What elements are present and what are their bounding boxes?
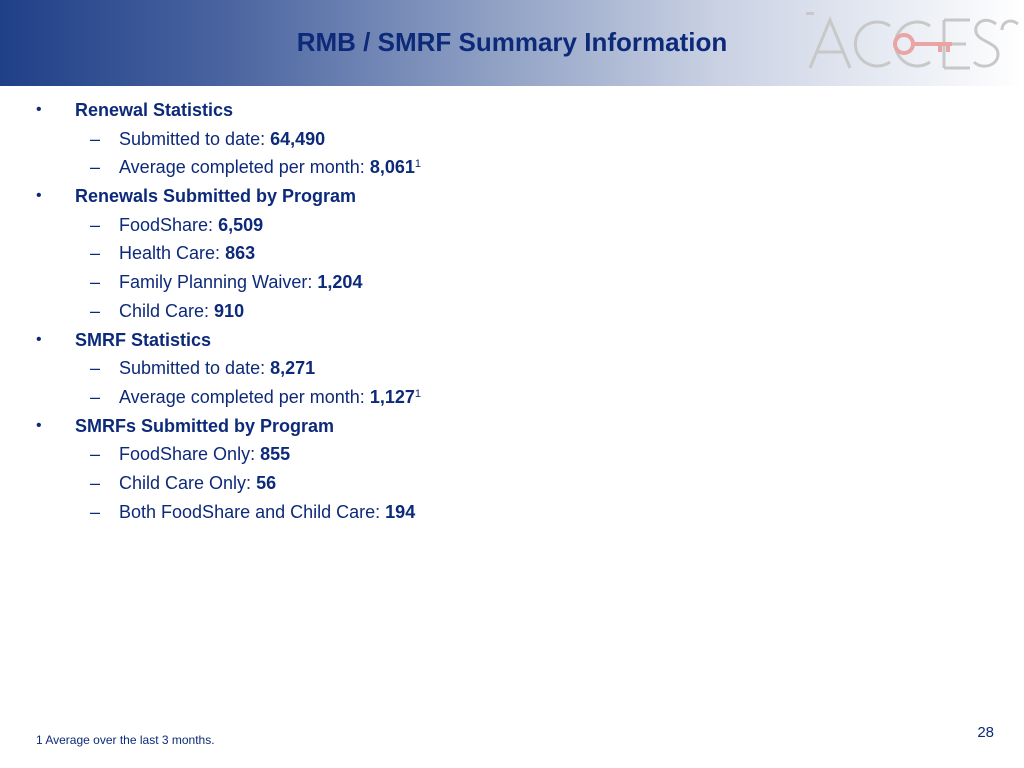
dash-icon: –: [90, 157, 101, 178]
item-label: Average completed per month:: [119, 386, 370, 407]
item-label: FoodShare Only:: [119, 444, 261, 465]
item-label: Child Care Only:: [119, 472, 257, 493]
bullet-icon: •: [36, 187, 42, 205]
item-label: Child Care:: [119, 300, 215, 321]
bullet-icon: •: [36, 416, 42, 434]
item-label: Family Planning Waiver:: [119, 272, 318, 293]
list-item: [0, 469, 1024, 498]
item-value: 910: [214, 300, 245, 321]
section-heading-text: SMRF Statistics: [75, 329, 212, 350]
item-label: Submitted to date:: [119, 128, 271, 149]
dash-icon: –: [90, 501, 101, 522]
dash-icon: –: [90, 386, 101, 407]
dash-icon: –: [90, 472, 101, 493]
item-value: 1,204: [317, 272, 363, 293]
dash-icon: –: [90, 128, 101, 149]
item-label: Both FoodShare and Child Care:: [119, 501, 386, 522]
section-heading-text: SMRFs Submitted by Program: [75, 415, 335, 436]
item-value: 6,509: [218, 214, 264, 235]
section-heading: [0, 326, 1024, 355]
logo-letter-ticks: [806, 12, 814, 15]
dash-icon: –: [90, 444, 101, 465]
list-item: [0, 125, 1024, 154]
item-label: FoodShare:: [119, 214, 219, 235]
dash-icon: –: [90, 272, 101, 293]
bullet-list: [0, 96, 1024, 526]
item-value: 8,061: [369, 157, 415, 178]
section-heading: [0, 96, 1024, 125]
list-item: [0, 268, 1024, 297]
dash-icon: –: [90, 300, 101, 321]
bullet-icon: •: [36, 101, 42, 118]
page-number: 28: [977, 724, 994, 741]
section-heading-text: Renewals Submitted by Program: [75, 186, 357, 207]
item-label: Health Care:: [119, 243, 226, 264]
item-value: 1,127: [369, 386, 415, 407]
list-item: [0, 211, 1024, 240]
item-value: 863: [225, 243, 256, 264]
dash-icon: –: [90, 243, 101, 264]
list-item: [0, 383, 1024, 412]
dash-icon: –: [90, 214, 101, 235]
item-value: 8,271: [270, 358, 316, 379]
section-heading: [0, 182, 1024, 211]
list-item: [0, 440, 1024, 469]
list-item: [0, 239, 1024, 268]
access-logo: [806, 12, 1020, 74]
page-title: RMB / SMRF Summary Information: [296, 27, 728, 57]
item-label: Submitted to date:: [119, 358, 271, 379]
list-item: [0, 153, 1024, 182]
footnote-marker: 1: [414, 158, 421, 171]
list-item: [0, 354, 1024, 383]
section-heading: [0, 412, 1024, 441]
footnote: 1 Average over the last 3 months.: [36, 733, 215, 747]
list-item: [0, 498, 1024, 527]
item-label: Average completed per month:: [119, 157, 370, 178]
item-value: 56: [256, 472, 277, 493]
list-item: [0, 297, 1024, 326]
dash-icon: –: [90, 358, 101, 379]
item-value: 64,490: [270, 128, 326, 149]
item-value: 855: [260, 444, 291, 465]
bullet-icon: •: [36, 330, 42, 348]
footnote-marker: 1: [414, 387, 421, 400]
item-value: 194: [385, 501, 416, 522]
section-heading-text: Renewal Statistics: [75, 100, 234, 120]
